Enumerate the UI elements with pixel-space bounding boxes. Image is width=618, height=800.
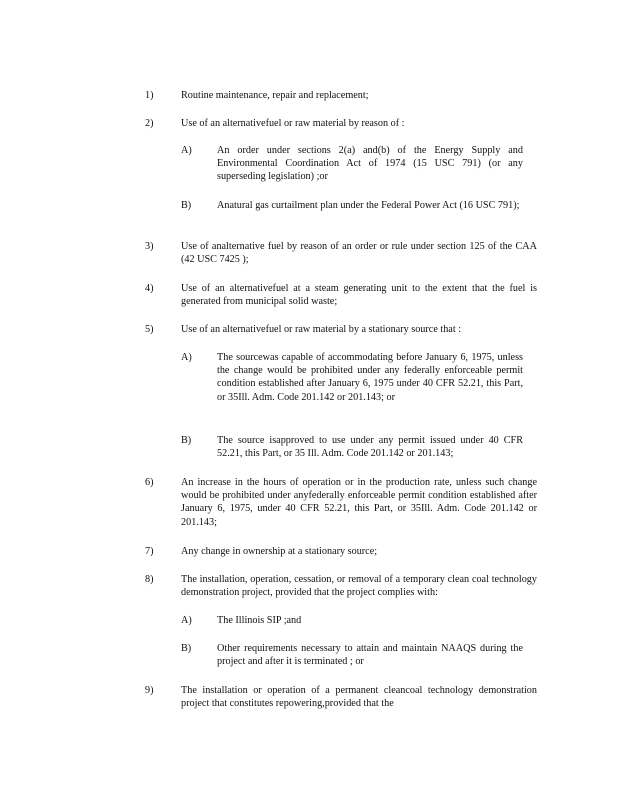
sub-item-number: B) xyxy=(181,643,192,654)
item-text: Use of an alternativefuel or raw material by reason of : xyxy=(181,118,405,129)
sub-item-text: The source isapproved to use under any permit issued under 40 CFR 52.21, this Part, or 35 Ill. Adm. Code 201.142 or 201.143; xyxy=(217,435,523,460)
item-text: Use of an alternativefuel or raw material by a stationary source that : xyxy=(181,324,462,335)
sub-item-text: An order under sections 2(a) and(b) of the Energy Supply and Environmental Coordination Act of 1974 (15 USC 791) (or any superseding legislation) ;or xyxy=(217,145,523,183)
item-number: 3) xyxy=(145,241,154,252)
sub-item-text: Other requirements necessary to attain and maintain NAAQS during the project and after it is terminated ; or xyxy=(217,643,523,668)
sub-item-number: A) xyxy=(181,145,192,156)
sub-item-number: B) xyxy=(181,435,192,446)
item-text: Any change in ownership at a stationary source; xyxy=(181,546,378,557)
sub-item-number: A) xyxy=(181,352,192,363)
item-number: 9) xyxy=(145,685,154,696)
item-number: 4) xyxy=(145,283,154,294)
sub-item-number: B) xyxy=(181,200,192,211)
sub-item-text: The Illinois SIP ;and xyxy=(217,615,302,626)
item-number: 2) xyxy=(145,118,154,129)
item-text: Routine maintenance, repair and replacement; xyxy=(181,90,369,101)
sub-item-text: The sourcewas capable of accommodating before January 6, 1975, unless the change would be prohibited under any federally enforceable permit condition established after January 6, 1975 under 40 CFR 52.21, this Part, or 35Ill. Adm. Code 201.142 or 201.143; or xyxy=(217,352,523,403)
item-number: 7) xyxy=(145,546,154,557)
item-number: 5) xyxy=(145,324,154,335)
item-text: The installation or operation of a permanent cleancoal technology demonstration project that constitutes repowering,provided that the xyxy=(181,685,537,710)
sub-item-number: A) xyxy=(181,615,192,626)
item-number: 8) xyxy=(145,574,154,585)
item-number: 6) xyxy=(145,477,154,488)
item-number: 1) xyxy=(145,90,154,101)
sub-item-text: Anatural gas curtailment plan under the Federal Power Act (16 USC 791); xyxy=(217,200,520,211)
item-text: Use of an alternativefuel at a steam generating unit to the extent that the fuel is generated from municipal solid waste; xyxy=(181,283,537,308)
item-text: Use of analternative fuel by reason of an order or rule under section 125 of the CAA (42 USC 7425 ); xyxy=(181,241,537,266)
item-text: The installation, operation, cessation, or removal of a temporary clean coal technology demonstration project, provided that the project complies with: xyxy=(181,574,537,599)
item-text: An increase in the hours of operation or in the production rate, unless such change would be prohibited under anyfederally enforceable permit condition established after January 6, 1975, under 40 CFR 52.21, this Part, or 35Ill. Adm. Code 201.142 or 201.143; xyxy=(181,477,537,528)
